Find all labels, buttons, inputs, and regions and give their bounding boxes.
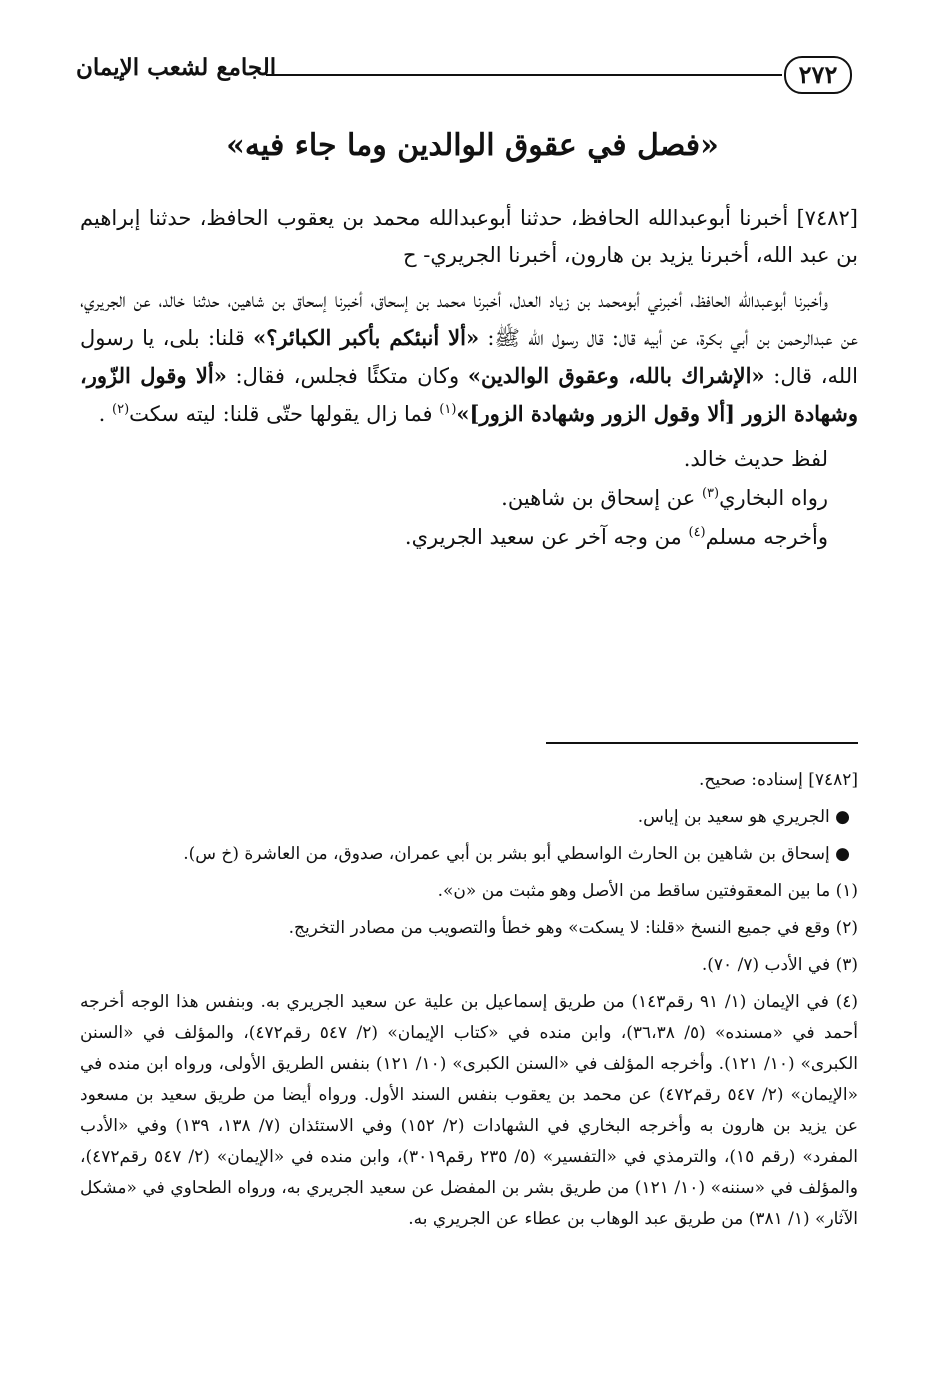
- text-run: عن إسحاق بن شاهين.: [501, 486, 702, 510]
- quote-bold: «الإشراك بالله، وعقوق الوالدين»: [467, 363, 765, 388]
- footnote-2: (٢) وقع في جميع النسخ «قلنا: لا يسكت» وهو خطأ والتصويب من مصادر التخريج.: [288, 918, 858, 938]
- hadith-matn-paragraph: [80, 282, 858, 433]
- main-text: [80, 200, 858, 558]
- page-number: ٢٧٢: [784, 56, 852, 94]
- footnote-1: (١) ما بين المعقوفتين ساقط من الأصل وهو مثبت من «ن».: [437, 881, 858, 901]
- bukhari-line: [80, 480, 858, 517]
- header-rule: [266, 74, 782, 76]
- text-run: من وجه آخر عن سعيد الجريري.: [404, 525, 689, 549]
- footnote-divider: [546, 742, 858, 744]
- text-run: .: [98, 402, 112, 426]
- text-run: قلنا: بلى، يا رسول الله، قال:: [80, 326, 858, 388]
- footnote-ref: (٢): [112, 402, 130, 417]
- footnote-4: (٤) في الإيمان (١/ ٩١ رقم١٤٣) من طريق إسماعيل بن علية عن سعيد الجريري به. وبنفس هذا الوجه أخرجه أحمد في «مسنده» (٥/ ٣٦،٣٨)، وابن منده في «كتاب الإيمان» (٢/ ٥٤٧ رقم٤٧٢)، والمؤلف في «السنن الكبرى» (١٠/ ١٢١). وأخرجه المؤلف في «السنن الكبرى» (١٠/ ١٢١) بنفس الطريق الأولى، ورواه ابن منده في «الإيمان» (٢/ ٥٤٧ رقم٤٧٢) عن محمد بن يعقوب بنفس السند الأول. ورواه أيضا من طريق سعيد بن مسعود عن يزيد بن هارون به وأخرجه البخاري في الشهادات (٢/ ١٥٢) وفي الاستئذان (٧/ ١٣٨، ١٣٩) وفي «الأدب المفرد» (رقم ١٥)، والترمذي في «التفسير» (٥/ ٢٣٥ رقم٣٠١٩)، وابن منده في «الإيمان» (٢/ ٥٤٧ رقم٤٧٢)، والمؤلف في «سننه» (١٠/ ١٢١) من طريق بشر بن المفضل عن سعيد الجريري به، ورواه الطحاوي في «مشكل الآثار» (١/ ٣٨١) من طريق عبد الوهاب بن عطاء عن الجريري به.: [80, 992, 859, 1229]
- muslim-line: [80, 519, 858, 556]
- text-run: فما زال يقولها حتّى قلنا: ليته سكت: [129, 402, 440, 426]
- text-run: وكان متكئًا فجلس، فقال:: [226, 364, 468, 388]
- quote-bold: «ألا أنبئكم بأكبر الكبائر؟»: [253, 325, 480, 350]
- text-run: وأخرجه مسلم: [705, 525, 828, 549]
- chapter-title: «فصل في عقوق الوالدين وما جاء فيه»: [226, 128, 719, 163]
- footnote-ref: (١): [439, 402, 457, 417]
- footnote-bullet: ● إسحاق بن شاهين بن الحارث الواسطي أبو بشر بن أبي عمران، صدوق، من العاشرة (خ س).: [183, 844, 850, 864]
- text-run: رواه البخاري: [719, 486, 828, 510]
- footnote-grading: [٧٤٨٢] إسناده: صحيح.: [698, 770, 858, 790]
- hadith-isnad-paragraph: [٧٤٨٢] أخبرنا أبوعبدالله الحافظ، حدثنا أبوعبدالله محمد بن يعقوب الحافظ، حدثنا إبراهيم بن عبد الله، أخبرنا يزيد بن هارون، أخبرنا الجريري- ح: [80, 206, 858, 267]
- text-run: وأخبرنا أبوعبدالله الحافظ، أخبرني أبومحمد بن زياد العدل، أخبرنا محمد بن إسحاق، أخبرنا إسحاق بن شاهين، حدثنا خالد، عن الجريري، عن عبدالرحمن بن أبي بكرة، عن أبيه قال: قال رسول الله ﷺ:: [80, 288, 858, 350]
- page-header: [66, 50, 858, 100]
- footnote-ref: (٣): [701, 486, 720, 501]
- footnote-bullet: ● الجريري هو سعيد بن إياس.: [637, 807, 850, 827]
- quote-bold: «ألا وقول الزّور، وشهادة الزور [ألا وقول الزور وشهادة الزور]»: [80, 363, 858, 426]
- footnote-ref: (٤): [688, 525, 706, 540]
- wording-note: لفظ حديث خالد.: [683, 447, 828, 471]
- running-title: الجامع لشعب الإيمان: [76, 54, 277, 81]
- footnote-3: (٣) في الأدب (٧/ ٧٠).: [701, 955, 858, 975]
- footnotes: [80, 765, 858, 1241]
